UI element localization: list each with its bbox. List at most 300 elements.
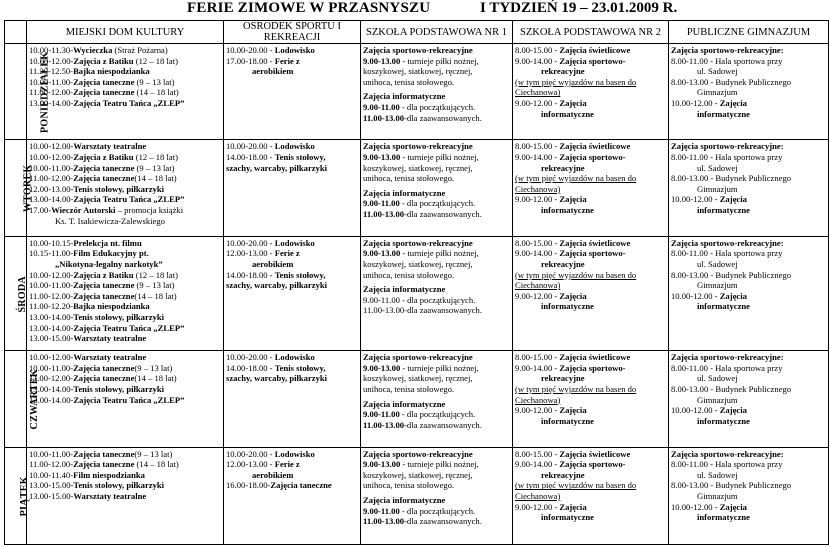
- activity-name: Zajęcia Teatru Tańca „ZLEP”: [73, 194, 185, 205]
- activity-name: Wieczór Autorski: [51, 204, 116, 215]
- schedule-cell-mdk: [27, 447, 224, 544]
- activity-name: Bajka niespodzianka: [73, 301, 150, 312]
- schedule-line: [671, 238, 826, 249]
- line-text: 10.00-12.00 -: [671, 194, 720, 205]
- column-header-sp1: SZKOŁA PODSTAWOWA NR 1: [361, 21, 513, 44]
- schedule-line: [29, 152, 221, 163]
- schedule-line: [515, 449, 666, 460]
- line-text: 9.00-12.00 -: [515, 501, 560, 512]
- schedule-line: [363, 352, 510, 363]
- schedule-cell-pg: [669, 447, 829, 544]
- line-suffix: (9 – 13 lat): [134, 280, 175, 291]
- activity-name: Zajęcia sportowo-rekreacyjne:: [671, 448, 784, 459]
- day-row: [5, 236, 829, 350]
- schedule-line: [515, 301, 666, 312]
- schedule-line: [671, 491, 826, 502]
- schedule-line: [515, 56, 666, 67]
- schedule-line: [363, 384, 510, 395]
- schedule-line: [671, 373, 826, 384]
- activity-name: szachy, warcaby, piłkarzyki: [226, 280, 328, 291]
- activity-name: szachy, warcaby, piłkarzyki: [226, 162, 328, 173]
- activity-name: Zajęcia z Batiku: [73, 269, 134, 280]
- schedule-line: [29, 259, 221, 270]
- line-text: 13.00-14.00-: [29, 322, 74, 333]
- activity-name: „Nikotyna-legalny narkotyk”: [55, 258, 163, 269]
- activity-name: Prelekcja nt. filmu: [73, 237, 142, 248]
- line-text: 10.00-12.00 -: [671, 97, 720, 108]
- line-text: 8.00-13.00 - Budynek Publicznego: [671, 76, 792, 87]
- line-suffix: - turnieje piłki nożnej,: [400, 459, 479, 470]
- schedule-line: [363, 209, 510, 220]
- line-suffix: - turnieje piłki nożnej,: [400, 362, 479, 373]
- schedule-line: [29, 395, 221, 406]
- schedule-line: [671, 352, 826, 363]
- day-label: PONIEDZIAŁEK: [39, 51, 51, 133]
- schedule-line: [515, 259, 666, 270]
- day-cell: [5, 236, 27, 350]
- activity-name: Zajęcia sportowo-rekreacyjne: [363, 237, 473, 248]
- activity-name: Zajęcia z Batiku: [73, 55, 134, 66]
- activity-name: Zajęcia taneczne: [73, 280, 135, 291]
- activity-name: Zajęcia sportowo-rekreacyjne:: [671, 45, 784, 55]
- schedule-line: [671, 66, 826, 77]
- schedule-cell-sp1: [361, 351, 513, 447]
- activity-name: Zajęcia informatyczne: [363, 398, 446, 409]
- column-header-mdk: MIEJSKI DOM KULTURY: [27, 21, 224, 44]
- activity-name: 9.00-13.00: [363, 55, 401, 66]
- activity-name: 11.00-13.00: [363, 208, 405, 219]
- schedule-line: [515, 470, 666, 481]
- line-suffix: - dla początkujących.: [399, 409, 476, 420]
- line-text: 11.00-13.00-dla zaawansowanych.: [363, 305, 482, 316]
- schedule-line: [671, 470, 826, 481]
- line-text: Gimnazjum: [697, 490, 738, 501]
- schedule-line: [671, 173, 826, 184]
- line-suffix: - turnieje piłki nożnej,: [400, 248, 479, 259]
- schedule-line: [671, 98, 826, 109]
- day-label: ŚRODA: [16, 275, 28, 313]
- activity-name: Zajęcia świetlicowe: [559, 45, 631, 55]
- schedule-line: [363, 45, 510, 56]
- line-suffix: - turnieje piłki nożnej,: [400, 55, 479, 66]
- schedule-line: [363, 188, 510, 199]
- schedule-line: [363, 399, 510, 410]
- line-text: 13.00-15.00-: [29, 333, 74, 344]
- schedule-line: [363, 66, 510, 77]
- activity-name: informatyczne: [541, 512, 594, 523]
- schedule-line: [363, 495, 510, 506]
- schedule-line: [29, 248, 221, 259]
- schedule-line: [226, 449, 358, 460]
- schedule-line: [363, 506, 510, 517]
- activity-name: Zajęcia świetlicowe: [559, 448, 631, 459]
- line-text: 13.00-14.00-: [29, 394, 74, 405]
- schedule-line: [515, 405, 666, 416]
- activity-name: Zajęcia sportowo-rekreacyjne:: [671, 352, 784, 363]
- schedule-line: [671, 512, 826, 523]
- line-text: 14.00-18.00 -: [226, 269, 275, 280]
- activity-name: Lodowisko: [274, 141, 315, 152]
- schedule-line: [226, 248, 358, 259]
- schedule-line: [29, 45, 221, 56]
- line-text: 8.00-15.00 -: [515, 237, 560, 248]
- activity-name: Zajęcia informatyczne: [363, 187, 446, 198]
- line-suffix: - turnieje piłki nożnej,: [400, 151, 479, 162]
- corner-cell: [5, 21, 27, 44]
- schedule-line: [29, 312, 221, 323]
- schedule-line: [671, 184, 826, 195]
- line-text: 10.00-12.00-: [29, 352, 74, 363]
- schedule-line: [363, 198, 510, 209]
- activity-name: Zajęcia: [559, 97, 587, 108]
- activity-name: Zajęcia informatyczne: [363, 91, 446, 102]
- schedule-line: [671, 384, 826, 395]
- activity-name: aerobikiem: [252, 66, 294, 77]
- schedule-line: [226, 459, 358, 470]
- schedule-cell-sp1: [361, 44, 513, 140]
- schedule-line: [515, 45, 666, 56]
- activity-name: 9.00-13.00: [363, 362, 401, 373]
- schedule-line: [515, 77, 666, 98]
- schedule-line: [29, 291, 221, 302]
- activity-name: Zajęcia informatyczne: [363, 284, 446, 295]
- activity-name: Zajęcia sportowo-rekreacyjne: [363, 45, 473, 55]
- schedule-line: [671, 270, 826, 281]
- activity-name: Tenis stołowy,: [274, 362, 326, 373]
- line-text: unihoca, tenisa stołowego.: [363, 76, 455, 87]
- line-text: Ks. T. Isakiewicza-Zalewskiego: [55, 215, 165, 226]
- line-text: 10.00-20.00 -: [226, 448, 275, 459]
- schedule-line: [363, 163, 510, 174]
- line-text: 9.00-12.00 -: [515, 405, 560, 416]
- schedule-cell-osir: [224, 351, 361, 447]
- schedule-line: [29, 373, 221, 384]
- schedule-line: [363, 56, 510, 67]
- schedule-line: [671, 109, 826, 120]
- schedule-line: [671, 459, 826, 470]
- activity-name: aerobikiem: [252, 258, 294, 269]
- schedule-cell-osir: [224, 236, 361, 350]
- activity-name: Warsztaty teatralne: [73, 352, 147, 363]
- schedule-line: [226, 352, 358, 363]
- day-row: [5, 351, 829, 447]
- line-text: 12.00-13.00 -: [226, 248, 275, 259]
- activity-name: Zajęcia taneczne: [270, 480, 332, 491]
- activity-name: Lodowisko: [274, 448, 315, 459]
- line-text: 10.00-10.15-: [29, 237, 74, 248]
- line-suffix: -dla zaawansowanych.: [404, 516, 482, 527]
- line-text: unihoca, tenisa stołowego.: [363, 269, 455, 280]
- line-suffix: (9 – 13 lat): [134, 76, 175, 87]
- line-text: 13.00-14.00-: [29, 311, 74, 322]
- schedule-line: [29, 459, 221, 470]
- schedule-line: [29, 333, 221, 344]
- schedule-line: [29, 491, 221, 502]
- schedule-line: [29, 205, 221, 216]
- line-text: 8.00-13.00 - Budynek Publicznego: [671, 173, 792, 184]
- activity-name: informatyczne: [541, 108, 594, 119]
- line-text: koszykowej, siatkowej, ręcznej,: [363, 66, 473, 77]
- schedule-cell-pg: [669, 44, 829, 140]
- schedule-line: [671, 163, 826, 174]
- schedule-cell-sp2: [513, 140, 669, 236]
- activity-name: Zajęcia z Batiku: [73, 151, 134, 162]
- schedule-line: [515, 205, 666, 216]
- activity-name: Warsztaty teatralne: [73, 141, 147, 152]
- column-header-sp2: SZKOŁA PODSTAWOWA NR 2: [513, 21, 669, 44]
- schedule-line: [29, 77, 221, 88]
- activity-name: informatyczne: [541, 204, 594, 215]
- schedule-line: [671, 248, 826, 259]
- line-text: unihoca, tenisa stołowego.: [363, 383, 455, 394]
- schedule-line: [29, 184, 221, 195]
- schedule-line: [226, 56, 358, 67]
- schedule-line: [226, 470, 358, 481]
- line-text: 8.00-11.00 - Hala sportowa przy: [671, 362, 783, 373]
- schedule-cell-sp2: [513, 236, 669, 350]
- page-header: [0, 0, 830, 20]
- activity-name: Film Edukacyjny pt.: [73, 248, 149, 259]
- schedule-cell-mdk: [27, 351, 224, 447]
- schedule-cell-pg: [669, 351, 829, 447]
- schedule-line: [363, 409, 510, 420]
- activity-name: Zajęcia świetlicowe: [559, 237, 631, 248]
- line-text: 9.00-14.00 -: [515, 55, 560, 66]
- schedule-line: [29, 141, 221, 152]
- line-suffix: -dla zaawansowanych.: [404, 208, 482, 219]
- schedule-line: [363, 248, 510, 259]
- schedule-line: [671, 77, 826, 88]
- activity-name: Zajęcia taneczne: [73, 87, 135, 98]
- schedule-line: [29, 270, 221, 281]
- header-row: [5, 21, 829, 44]
- activity-name: informatyczne: [541, 415, 594, 426]
- line-text: 8.00-13.00 - Budynek Publicznego: [671, 269, 792, 280]
- line-text: 12.00-13.00 -: [226, 459, 275, 470]
- activity-name: informatyczne: [541, 301, 594, 312]
- schedule-line: [515, 270, 666, 291]
- line-text: 10.00-12.00-: [29, 55, 74, 66]
- schedule-line: [29, 323, 221, 334]
- line-text: Gimnazjum: [697, 183, 738, 194]
- week-label: I TYDZIEŃ 19 – 23.01.2009 R.: [480, 0, 678, 16]
- line-suffix: - dla początkujących.: [399, 198, 476, 209]
- line-text: 11.00-12.00-: [29, 459, 74, 470]
- schedule-line: [226, 66, 358, 77]
- activity-name: 9.00-11.00: [363, 198, 400, 209]
- line-text: 8.00-15.00 -: [515, 141, 560, 152]
- schedule-line: [363, 141, 510, 152]
- schedule-line: [226, 480, 358, 491]
- activity-name: Lodowisko: [274, 45, 315, 55]
- activity-name: Ferie z: [274, 248, 300, 259]
- activity-name: Zajęcia informatyczne: [363, 494, 446, 505]
- activity-name: 11.00-13.00: [363, 516, 405, 527]
- schedule-line: [29, 163, 221, 174]
- line-text: koszykowej, siatkowej, ręcznej,: [363, 469, 473, 480]
- activity-name: Zajęcia taneczne: [73, 162, 135, 173]
- line-text: 10.00-11.00-: [29, 448, 74, 459]
- activity-name: Bajka niespodzianka: [73, 66, 150, 77]
- line-text: 10.00-11.40-: [29, 469, 74, 480]
- line-suffix: (14 – 18 lat): [134, 87, 179, 98]
- activity-name: Tenis stołowy, piłkarzyki: [73, 383, 165, 394]
- line-text: 8.00-15.00 -: [515, 448, 560, 459]
- activity-name: Zajęcia taneczne: [73, 362, 135, 373]
- schedule-cell-sp2: [513, 351, 669, 447]
- activity-name: Zajęcia: [719, 194, 747, 205]
- activity-name: 11.00-13.00: [363, 112, 405, 123]
- activity-name: Zajęcia: [719, 405, 747, 416]
- activity-name: Zajęcia świetlicowe: [559, 141, 631, 152]
- schedule-cell-mdk: [27, 44, 224, 140]
- day-cell: [5, 447, 30, 544]
- schedule-line: [671, 480, 826, 491]
- line-text: 12.00-13.00-: [29, 183, 74, 194]
- schedule-line: [29, 87, 221, 98]
- line-text: 13.00-14.00-: [29, 97, 74, 108]
- line-text: unihoca, tenisa stołowego.: [363, 480, 455, 491]
- schedule-line: [671, 449, 826, 460]
- line-text: 9.00-12.00 -: [515, 290, 560, 301]
- line-text: 13.00-15.00-: [29, 480, 74, 491]
- activity-name: Zajęcia sportowo-rekreacyjne: [363, 448, 473, 459]
- line-text: 9.00-12.00 -: [515, 97, 560, 108]
- activity-name: Zajęcia Teatru Tańca „ZLEP”: [73, 97, 185, 108]
- line-text: 10.15-11.00-: [29, 248, 74, 259]
- line-text: 11.00-12.00-: [29, 373, 74, 384]
- schedule-line: [363, 449, 510, 460]
- schedule-line: [363, 77, 510, 88]
- activity-name: 9.00-13.00: [363, 248, 401, 259]
- activity-name: rekreacyjne: [541, 258, 585, 269]
- line-suffix: -dla zaawansowanych.: [404, 419, 482, 430]
- activity-name: Zajęcia taneczne: [73, 76, 135, 87]
- schedule-cell-mdk: [27, 140, 224, 236]
- activity-name: rekreacyjne: [541, 469, 585, 480]
- line-suffix: (9 – 13 lat): [134, 162, 175, 173]
- schedule-line: [671, 416, 826, 427]
- activity-name: 9.00-11.00: [363, 505, 400, 516]
- activity-name: Zajęcia: [559, 290, 587, 301]
- column-header-gimnazjum: PUBLICZNE GIMNAZJUM: [669, 21, 829, 44]
- line-text: 10.00-12.00-: [29, 269, 74, 280]
- line-text: 10.00-11.30-: [29, 45, 74, 55]
- line-text: 10.00-11.00-: [29, 76, 74, 87]
- schedule-line: [671, 205, 826, 216]
- line-text: 8.00-11.00 - Hala sportowa przy: [671, 459, 783, 470]
- schedule-line: [515, 109, 666, 120]
- schedule-cell-sp2: [513, 44, 669, 140]
- schedule-line: [226, 363, 358, 374]
- line-suffix: (14 – 18 lat): [134, 459, 179, 470]
- activity-name: informatyczne: [697, 415, 750, 426]
- schedule-line: [363, 152, 510, 163]
- activity-name: Zajęcia sportowo-: [559, 248, 626, 259]
- schedule-cell-sp1: [361, 140, 513, 236]
- activity-name: Zajęcia: [559, 194, 587, 205]
- activity-name: Zajęcia: [719, 97, 747, 108]
- schedule-line: [671, 502, 826, 513]
- line-suffix: (12 – 18 lat): [133, 269, 178, 280]
- activity-name: Zajęcia taneczne: [73, 373, 135, 384]
- schedule-line: [671, 194, 826, 205]
- activity-name: 9.00-11.00: [363, 101, 400, 112]
- schedule-line: [515, 98, 666, 109]
- schedule-line: [671, 363, 826, 374]
- schedule-line: [671, 87, 826, 98]
- activity-name: Zajęcia sportowo-: [559, 459, 626, 470]
- line-text: 17.00-: [29, 204, 52, 215]
- line-text: koszykowej, siatkowej, ręcznej,: [363, 258, 473, 269]
- schedule-line: [515, 512, 666, 523]
- line-text: koszykowej, siatkowej, ręcznej,: [363, 162, 473, 173]
- schedule-line: [515, 238, 666, 249]
- line-suffix: (Straż Pożarna): [112, 45, 168, 55]
- line-text: ul. Sadowej: [697, 162, 738, 173]
- schedule-line: [671, 141, 826, 152]
- schedule-line: [515, 384, 666, 405]
- schedule-line: [515, 291, 666, 302]
- schedule-cell-sp2: [513, 447, 669, 544]
- schedule-line: [29, 480, 221, 491]
- schedule-line: [29, 216, 221, 227]
- line-text: 10.00-12.00 -: [671, 501, 720, 512]
- schedule-line: [226, 280, 358, 291]
- schedule-line: [363, 305, 510, 316]
- line-text: 13.00-14.00-: [29, 194, 74, 205]
- line-text: 11.00-12.00-: [29, 290, 74, 301]
- activity-name: Ferie z: [274, 459, 300, 470]
- day-label: PIĄTEK: [18, 476, 30, 517]
- schedule-line: [515, 194, 666, 205]
- schedule-line: [363, 420, 510, 431]
- schedule-line: [671, 301, 826, 312]
- line-suffix: (12 – 18 lat): [133, 55, 178, 66]
- schedule-cell-sp1: [361, 236, 513, 350]
- schedule-line: [515, 248, 666, 259]
- line-text: (w tym pięć wyjazdów na basen do Ciechanowa): [515, 173, 637, 194]
- activity-name: Ferie z: [274, 55, 300, 66]
- schedule-line: [363, 259, 510, 270]
- line-text: (w tym pięć wyjazdów na basen do Ciechanowa): [515, 76, 637, 98]
- schedule-line: [515, 480, 666, 501]
- schedule-line: [29, 66, 221, 77]
- activity-name: Tenis stołowy, piłkarzyki: [73, 311, 165, 322]
- schedule-line: [363, 284, 510, 295]
- activity-name: rekreacyjne: [541, 66, 585, 77]
- activity-name: Tenis stołowy, piłkarzyki: [73, 480, 165, 491]
- schedule-line: [226, 152, 358, 163]
- schedule-line: [671, 291, 826, 302]
- schedule-line: [363, 295, 510, 306]
- schedule-line: [515, 173, 666, 194]
- line-text: 11.00-12.20-: [29, 301, 74, 312]
- schedule-line: [363, 363, 510, 374]
- line-text: 10.00-12.00-: [29, 151, 74, 162]
- schedule-line: [29, 280, 221, 291]
- schedule-line: [226, 238, 358, 249]
- schedule-line: [515, 66, 666, 77]
- activity-name: Film niespodzianka: [73, 469, 145, 480]
- activity-name: informatyczne: [697, 301, 750, 312]
- activity-name: Zajęcia sportowo-: [559, 362, 626, 373]
- line-text: 8.00-11.00 - Hala sportowa przy: [671, 151, 783, 162]
- line-text: 8.00-15.00 -: [515, 352, 560, 363]
- line-suffix: - dla początkujących.: [399, 101, 476, 112]
- line-text: 9.00-11.00 - dla początkujących.: [363, 294, 476, 305]
- schedule-line: [671, 259, 826, 270]
